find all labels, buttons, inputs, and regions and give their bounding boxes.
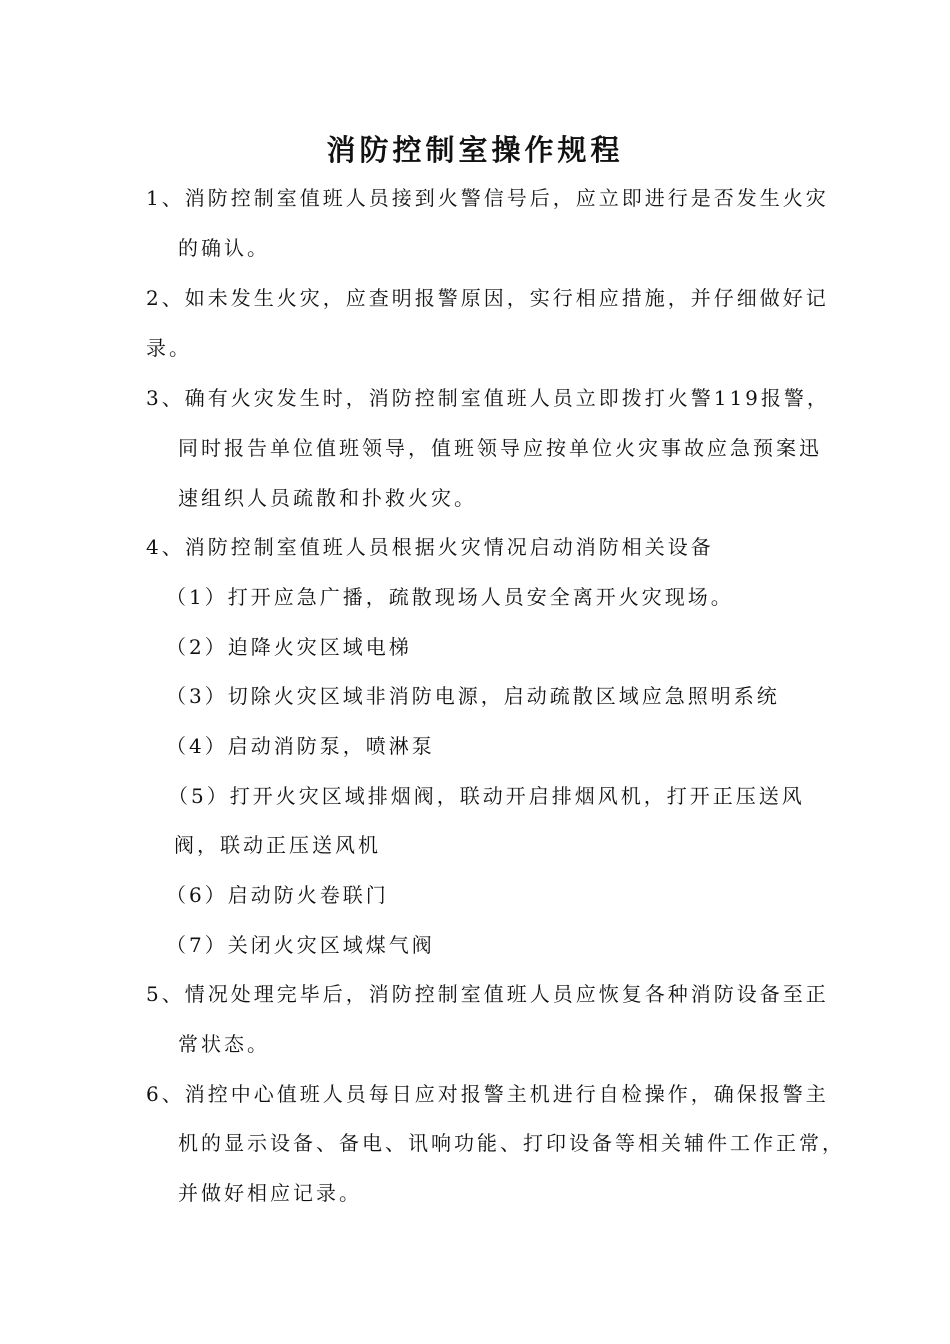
text-line: 2、如未发生火灾，应查明报警原因，实行相应措施，并仔细做好记: [146, 286, 829, 310]
text-line: （5）打开火灾区域排烟阀，联动开启排烟风机，打开正压送风: [168, 784, 805, 808]
text-line: （4）启动消防泵，喷淋泵: [166, 734, 435, 758]
text-line: （1）打开应急广播，疏散现场人员安全离开火灾现场。: [166, 585, 734, 609]
text-line: （3）切除火灾区域非消防电源，启动疏散区域应急照明系统: [166, 684, 780, 708]
text-line: （2）迫降火灾区域电梯: [166, 635, 412, 659]
text-line: 5、情况处理完毕后，消防控制室值班人员应恢复各种消防设备至正: [146, 982, 829, 1006]
text-line: 1、消防控制室值班人员接到火警信号后，应立即进行是否发生火灾: [146, 186, 829, 210]
text-line: 并做好相应记录。: [178, 1181, 362, 1205]
text-line: 机的显示设备、备电、讯响功能、打印设备等相关辅件工作正常，: [178, 1131, 845, 1155]
text-line: 速组织人员疏散和扑救火灾。: [178, 486, 477, 510]
text-line: 6、消控中心值班人员每日应对报警主机进行自检操作，确保报警主: [146, 1082, 829, 1106]
text-line: 3、确有火灾发生时，消防控制室值班人员立即拨打火警119报警，: [146, 386, 830, 410]
text-line: 的确认。: [178, 236, 270, 260]
text-line: 常状态。: [178, 1032, 270, 1056]
text-line: 阀，联动正压送风机: [174, 833, 381, 857]
text-line: （6）启动防火卷联门: [166, 883, 389, 907]
text-line: 4、消防控制室值班人员根据火灾情况启动消防相关设备: [146, 535, 714, 559]
text-line: 录。: [146, 336, 192, 360]
document-title: 消防控制室操作规程: [326, 133, 624, 167]
text-line: （7）关闭火灾区域煤气阀: [166, 933, 435, 957]
text-line: 同时报告单位值班领导，值班领导应按单位火灾事故应急预案迅: [178, 436, 822, 460]
